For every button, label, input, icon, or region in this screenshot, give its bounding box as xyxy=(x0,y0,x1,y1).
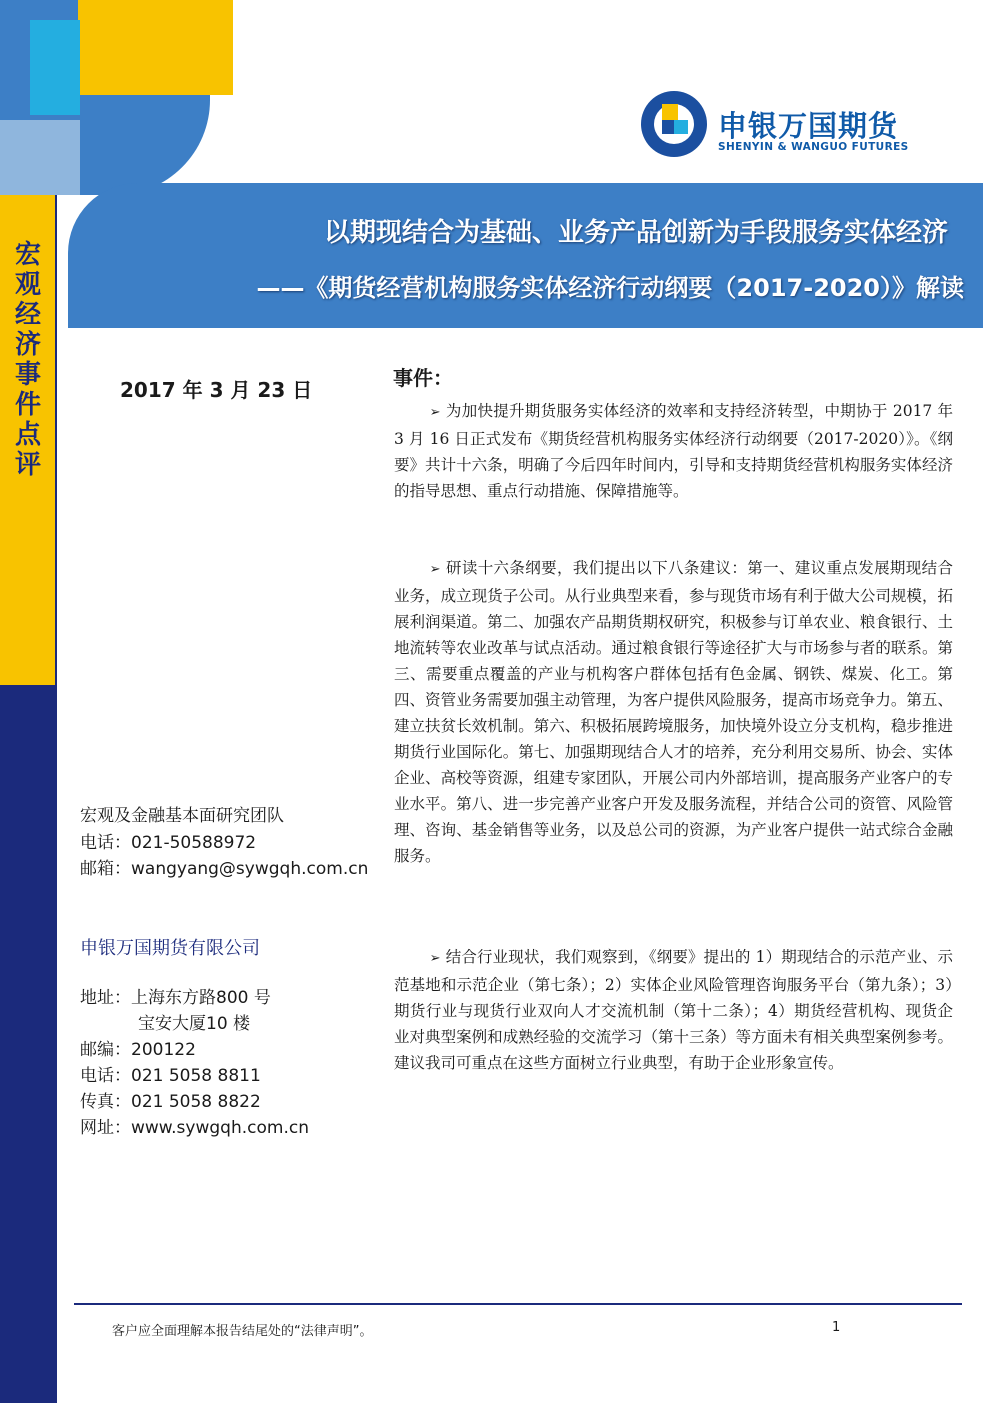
arrow-bullet-icon: ➢ xyxy=(429,405,441,420)
arrow-bullet-icon: ➢ xyxy=(429,562,441,577)
event-paragraph-2 xyxy=(394,555,953,869)
event-paragraph-text: 研读十六条纲要，我们提出以下八条建议：第一、建议重点发展期现结合业务，成立现货子公司。从行业典型来看，参与现货市场有利于做大公司规模，拓展利润渠道。第二、加强农产品期货期权研究，积极参与订单农业、粮食银行、土地流转等农业改革与试点活动。通过粮食银行等途径扩大与市场参与者的联系。第三、需要重点覆盖的产业与机构客户群体包括有色金属、钢铁、煤炭、化工。第四、资管业务需要加强主动管理，为客户提供风险服务，提高市场竞争力。第五、建立扶贫长效机制。第六、积极拓展跨境服务，加快境外设立分支机构，稳步推进期货行业国际化。第七、加强期现结合人才的培养，充分利用交易所、协会、实体企业、高校等资源，组建专家团队，开展公司内外部培训，提高服务产业客户的专业水平。第八、进一步完善产业客户开发及服务流程，并结合公司的资管、风险管理、咨询、基金销售等业务，以及总公司的资源，为产业客户提供一站式综合金融服务。 xyxy=(394,559,953,865)
footer-divider xyxy=(74,1303,962,1305)
event-paragraph-text: 结合行业现状，我们观察到，《纲要》提出的 1）期现结合的示范产业、示范基地和示范企业（第七条）；2）实体企业风险管理咨询服务平台（第九条）；3）期货行业与现货行业双向人才交流机制（第十二条）；4）期货经营机构、现货企业对典型案例和成熟经验的交流学习（第十三条）等方面未有相关典型案例参考。建议我司可重点在这些方面树立行业典型，有助于企业形象宣传。 xyxy=(394,948,953,1072)
event-paragraph-text: 为加快提升期货服务实体经济的效率和支持经济转型，中期协于 2017 年 3 月 16 日正式发布《期货经营机构服务实体经济行动纲要（2017-2020）》。《纲要》共计十六条，明确了今后四年时间内，引导和支持期货经营机构服务实体经济的指导思想、重点行动措施、保障措施等。 xyxy=(394,402,953,500)
report-title: 以期现结合为基础、业务产品创新为手段服务实体经济 xyxy=(323,218,948,248)
event-paragraph-1 xyxy=(394,398,953,504)
company-name: 申银万国期货有限公司 xyxy=(80,938,260,959)
logo-name-en: SHENYIN & WANGUO FUTURES xyxy=(718,141,909,153)
company-website: 网址：www.sywgqh.com.cn xyxy=(80,1118,309,1138)
logo-name-cn: 申银万国期货 xyxy=(718,109,899,143)
header-decoration-light-blue xyxy=(0,120,80,195)
team-email: 邮箱：wangyang@sywgqh.com.cn xyxy=(80,859,369,879)
header-decoration-cyan xyxy=(30,20,80,115)
team-phone: 电话：021-50588972 xyxy=(80,833,257,853)
report-category: 宏观经济事件点评 xyxy=(14,240,41,480)
company-fax: 传真：021 5058 8822 xyxy=(80,1092,261,1112)
sidebar-divider xyxy=(55,195,57,1403)
arrow-bullet-icon: ➢ xyxy=(429,951,441,966)
event-paragraph-3 xyxy=(394,944,953,1076)
page-number: 1 xyxy=(832,1320,841,1335)
company-phone: 电话：021 5058 8811 xyxy=(80,1066,261,1086)
header-decoration-yellow xyxy=(78,0,233,95)
company-logo-icon xyxy=(640,90,708,158)
report-subtitle: ——《期货经营机构服务实体经济行动纲要（2017-2020）》解读 xyxy=(256,274,964,302)
sidebar-navy-band xyxy=(0,685,55,1403)
event-heading: 事件： xyxy=(393,366,453,390)
company-postcode: 邮编：200122 xyxy=(80,1040,196,1060)
company-address-line2: 宝安大厦10 楼 xyxy=(138,1014,251,1034)
legal-note: 客户应全面理解本报告结尾处的“法律声明”。 xyxy=(112,1324,373,1339)
title-banner xyxy=(68,183,983,328)
report-date: 2017 年 3 月 23 日 xyxy=(120,378,313,402)
team-name: 宏观及金融基本面研究团队 xyxy=(80,806,284,826)
company-address: 地址：上海东方路800 号 xyxy=(80,988,271,1008)
